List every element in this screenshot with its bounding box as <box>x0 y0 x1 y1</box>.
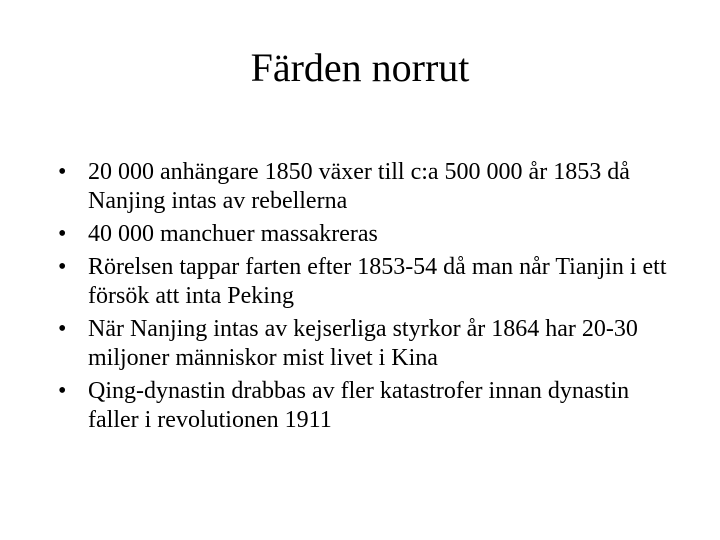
bullet-text: När Nanjing intas av kejserliga styrkor år 1864 har 20-30 miljoner människor mist livet i Kina <box>88 316 638 371</box>
bullet-icon: • <box>58 159 67 185</box>
bullet-text: Rörelsen tappar farten efter 1853-54 då man når Tianjin i ett försök att inta Peking <box>88 254 667 309</box>
bullet-text: Qing-dynastin drabbas av fler katastrofer innan dynastin faller i revolutionen 1911 <box>88 378 630 433</box>
bullet-text: 20 000 anhängare 1850 växer till c:a 500 000 år 1853 då Nanjing intas av rebellerna <box>88 159 630 214</box>
bullet-icon: • <box>58 221 67 247</box>
slide-title: Färden norrut <box>250 45 470 90</box>
bullet-item <box>58 158 678 216</box>
bullet-text: 40 000 manchuer massakreras <box>88 221 378 247</box>
bullet-item <box>58 253 678 311</box>
bullet-item <box>58 315 678 373</box>
bullet-item <box>58 220 678 249</box>
bullet-icon: • <box>58 254 67 280</box>
bullet-list <box>58 158 678 439</box>
bullet-item <box>58 377 678 435</box>
bullet-icon: • <box>58 378 67 404</box>
bullet-icon: • <box>58 316 67 342</box>
